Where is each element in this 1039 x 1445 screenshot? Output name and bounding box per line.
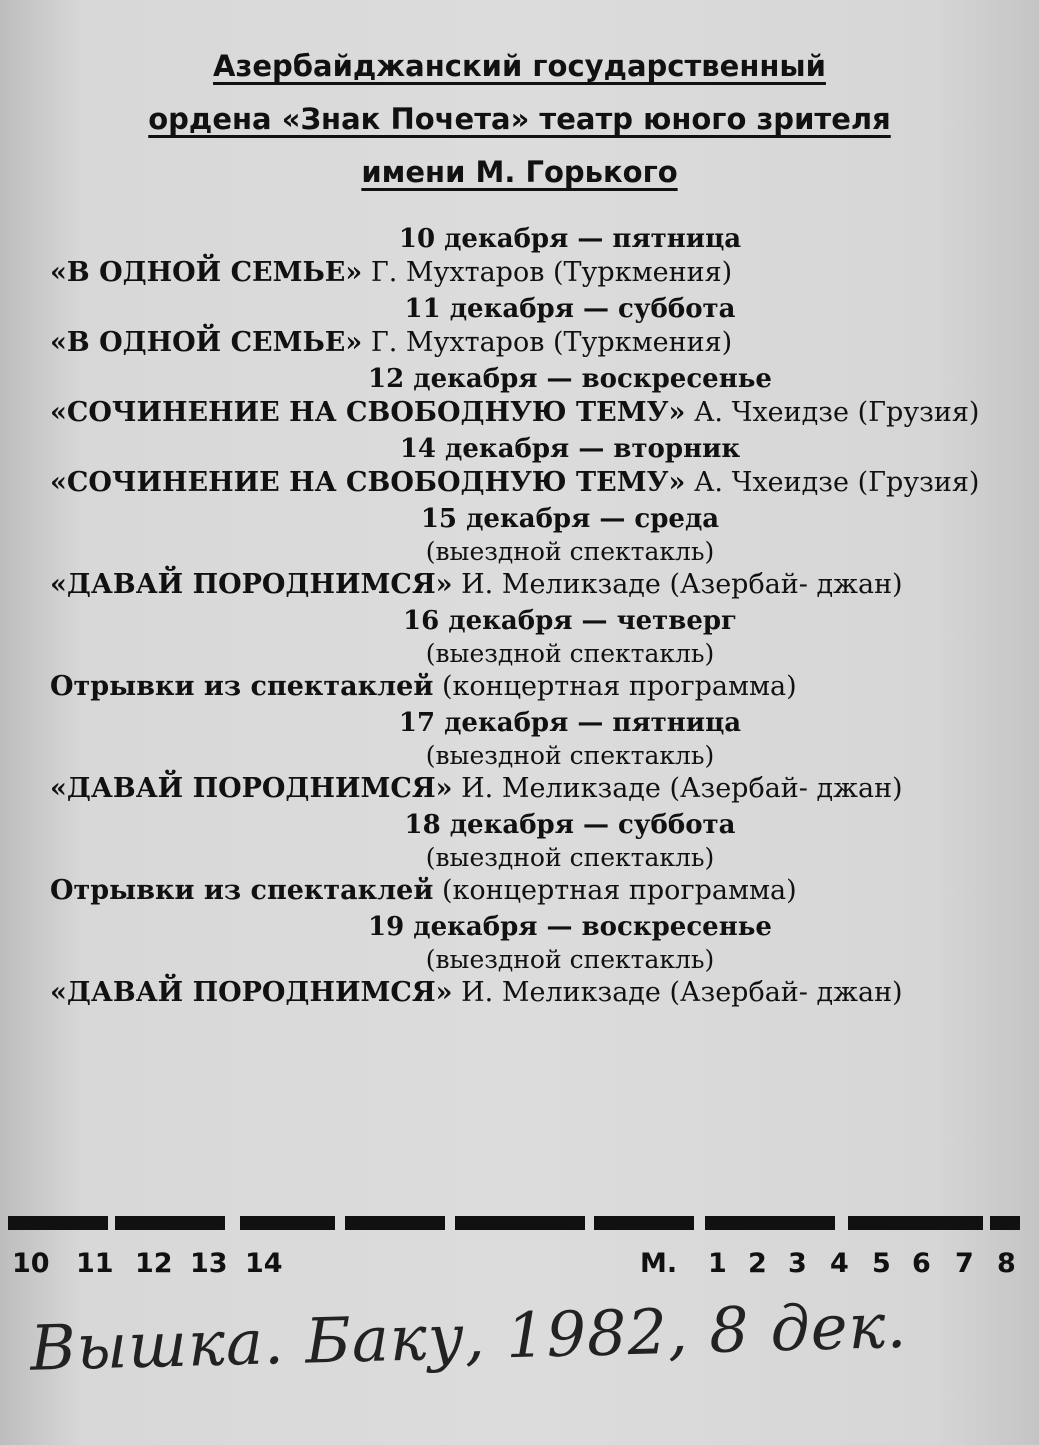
show-author: Г. Мухтаров (Туркмения) [362,327,733,358]
scale-number: 8 [997,1248,1016,1279]
scale-bar [990,1216,1020,1230]
scale-number: 3 [788,1248,807,1279]
header-line-3: имени М. Горького [361,155,678,189]
scale-number: М. [640,1248,678,1279]
show-author: А. Чхеидзе (Грузия) [685,467,980,498]
show-author: И. Меликзаде (Азербай- джан) [452,977,903,1008]
schedule-note: (выездной спектакль) [425,537,715,566]
show-title: «СОЧИНЕНИЕ НА СВОБОДНУЮ ТЕМУ» [50,467,686,498]
header-line-2: ордена «Знак Почета» театр юного зрителя [148,102,891,136]
schedule-note: (выездной спектакль) [425,945,715,974]
show-title: «СОЧИНЕНИЕ НА СВОБОДНУЮ ТЕМУ» [50,397,686,428]
scale-number: 4 [830,1248,849,1279]
schedule-day [50,502,1000,602]
scale-number: 14 [245,1248,283,1279]
scale-number: 5 [872,1248,891,1279]
schedule-day [50,292,1000,360]
schedule-day [50,604,1000,704]
schedule-date: 19 декабря — воскресенье [368,912,772,942]
show-title: Отрывки из спектаклей [50,875,434,906]
schedule-show [50,976,1000,1010]
scale-bar [8,1216,108,1230]
show-author: И. Меликзаде (Азербай- джан) [452,773,903,804]
schedule-date: 14 декабря — вторник [399,434,741,464]
schedule-show [50,772,1000,806]
show-title: «ДАВАЙ ПОРОДНИМСЯ» [50,977,453,1008]
scale-number: 10 [12,1248,50,1279]
scale-number: 7 [955,1248,974,1279]
header-line-1: Азербайджанский государственный [213,49,826,83]
schedule-note: (выездной спектакль) [425,639,715,668]
performance-schedule [50,222,1000,1012]
schedule-day [50,910,1000,1010]
schedule-day [50,362,1000,430]
scale-number: 13 [190,1248,228,1279]
scale-number: 1 [708,1248,727,1279]
show-title: «ДАВАЙ ПОРОДНИМСЯ» [50,773,453,804]
scale-bar [240,1216,335,1230]
schedule-day [50,222,1000,290]
show-author: Г. Мухтаров (Туркмения) [362,257,733,288]
schedule-show [50,396,1000,430]
scale-number: 2 [748,1248,767,1279]
handwritten-note: Вышка. Баку, 1982, 8 дек. [29,1288,909,1385]
scale-bar [345,1216,445,1230]
schedule-show [50,466,1000,500]
show-author: (концертная программа) [433,875,797,906]
scale-number: 11 [76,1248,114,1279]
schedule-day [50,808,1000,908]
scale-bar [705,1216,835,1230]
schedule-show [50,874,1000,908]
scale-number: 12 [135,1248,173,1279]
scale-bar [594,1216,694,1230]
schedule-note: (выездной спектакль) [425,741,715,770]
show-author: И. Меликзаде (Азербай- джан) [452,569,903,600]
schedule-date: 18 декабря — суббота [404,810,736,840]
scale-bar [115,1216,225,1230]
show-title: «В ОДНОЙ СЕМЬЕ» [50,257,363,288]
show-title: Отрывки из спектаклей [50,671,434,702]
schedule-date: 16 декабря — четверг [403,606,737,636]
schedule-date: 15 декабря — среда [420,504,720,534]
schedule-show [50,568,1000,602]
show-title: «ДАВАЙ ПОРОДНИМСЯ» [50,569,453,600]
scale-bar [848,1216,983,1230]
show-author: (концертная программа) [433,671,797,702]
scale-bar [455,1216,585,1230]
schedule-day [50,706,1000,806]
schedule-date: 11 декабря — суббота [404,294,736,324]
show-author: А. Чхеидзе (Грузия) [685,397,980,428]
schedule-date: 17 декабря — пятница [398,708,742,738]
show-title: «В ОДНОЙ СЕМЬЕ» [50,327,363,358]
schedule-show [50,256,1000,290]
schedule-day [50,432,1000,500]
schedule-show [50,670,1000,704]
schedule-date: 10 декабря — пятница [398,224,742,254]
schedule-date: 12 декабря — воскресенье [368,364,772,394]
schedule-show [50,326,1000,360]
theatre-header [0,40,1039,199]
scale-number: 6 [912,1248,931,1279]
schedule-note: (выездной спектакль) [425,843,715,872]
